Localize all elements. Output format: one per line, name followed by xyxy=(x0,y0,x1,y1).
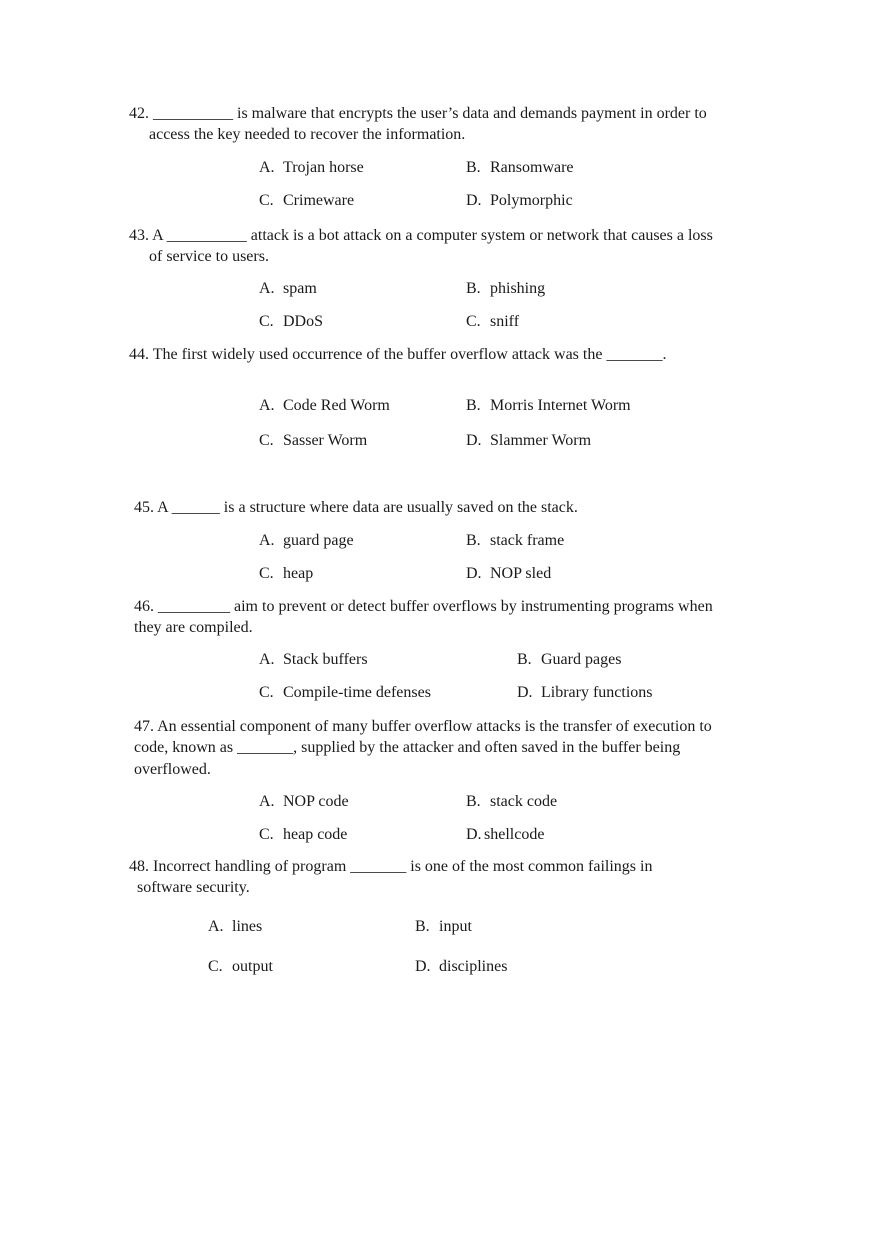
question-47-line-2: code, known as _______, supplied by the attacker and often saved in the buffer being xyxy=(134,739,681,756)
option-42-d xyxy=(466,191,573,211)
option-letter: A. xyxy=(259,397,275,414)
question-46-line-2: they are compiled. xyxy=(134,619,253,636)
option-letter: C. xyxy=(259,432,274,449)
option-46-c xyxy=(259,683,431,703)
option-text: lines xyxy=(232,918,263,935)
option-letter: D. xyxy=(415,958,431,975)
option-text: shellcode xyxy=(484,826,545,843)
option-text: Code Red Worm xyxy=(283,397,390,414)
option-42-a xyxy=(259,158,364,178)
option-48-b xyxy=(415,917,472,937)
option-44-d xyxy=(466,431,591,451)
option-letter: A. xyxy=(259,159,275,176)
question-42-line-1: 42. __________ is malware that encrypts the user’s data and demands payment in order to xyxy=(129,105,707,122)
option-letter: B. xyxy=(466,532,481,549)
option-text: stack code xyxy=(490,793,558,810)
option-45-b xyxy=(466,531,564,551)
option-47-c xyxy=(259,825,347,845)
option-letter: A. xyxy=(259,280,275,297)
option-text: Trojan horse xyxy=(283,159,364,176)
option-letter: C. xyxy=(466,313,481,330)
question-47-line-3: overflowed. xyxy=(134,761,211,778)
question-44-line-1: 44. The first widely used occurrence of the buffer overflow attack was the _______. xyxy=(129,346,667,363)
option-text: heap code xyxy=(283,826,348,843)
option-letter: C. xyxy=(259,192,274,209)
option-45-a xyxy=(259,531,354,551)
option-text: Stack buffers xyxy=(283,651,368,668)
option-letter: A. xyxy=(259,793,275,810)
option-letter: B. xyxy=(466,793,481,810)
question-46-line-1: 46. _________ aim to prevent or detect buffer overflows by instrumenting programs when xyxy=(134,598,713,615)
option-letter: A. xyxy=(259,532,275,549)
option-letter: B. xyxy=(466,280,481,297)
option-46-d xyxy=(517,683,653,703)
option-text: output xyxy=(232,958,273,975)
option-text: Sasser Worm xyxy=(283,432,368,449)
option-47-a xyxy=(259,792,349,812)
option-letter: C. xyxy=(259,826,274,843)
option-letter: C. xyxy=(259,313,274,330)
option-44-c xyxy=(259,431,367,451)
option-text: spam xyxy=(283,280,317,297)
option-48-c xyxy=(208,957,273,977)
question-43-line-2: of service to users. xyxy=(149,248,269,265)
option-text: input xyxy=(439,918,472,935)
option-42-b xyxy=(466,158,574,178)
option-text: DDoS xyxy=(283,313,324,330)
option-text: Compile-time defenses xyxy=(283,684,431,701)
option-letter: C. xyxy=(259,684,274,701)
option-letter: B. xyxy=(517,651,532,668)
option-47-b xyxy=(466,792,557,812)
question-42-line-2: access the key needed to recover the information. xyxy=(149,126,466,143)
option-text: Guard pages xyxy=(541,651,622,668)
option-letter: D. xyxy=(466,432,482,449)
option-46-a xyxy=(259,650,368,670)
question-48-line-2: software security. xyxy=(137,879,250,896)
option-text: Slammer Worm xyxy=(490,432,592,449)
option-43-b xyxy=(466,279,545,299)
option-text: sniff xyxy=(490,313,520,330)
question-47-line-1: 47. An essential component of many buffer overflow attacks is the transfer of execution to xyxy=(134,718,712,735)
option-text: Library functions xyxy=(541,684,653,701)
option-letter: A. xyxy=(208,918,224,935)
question-45-line-1: 45. A ______ is a structure where data are usually saved on the stack. xyxy=(134,499,578,516)
option-letter: D. xyxy=(466,192,482,209)
option-45-d xyxy=(466,564,551,584)
option-text: heap xyxy=(283,565,314,582)
option-43-a xyxy=(259,279,317,299)
option-text: guard page xyxy=(283,532,354,549)
question-48-line-1: 48. Incorrect handling of program _______ is one of the most common failings in xyxy=(129,858,653,875)
option-text: Polymorphic xyxy=(490,192,573,209)
option-48-a xyxy=(208,917,262,937)
option-44-a xyxy=(259,396,390,416)
option-text: Ransomware xyxy=(490,159,574,176)
option-letter: A. xyxy=(259,651,275,668)
option-letter: B. xyxy=(415,918,430,935)
option-43-d xyxy=(466,312,519,332)
option-48-d xyxy=(415,957,507,977)
option-letter: B. xyxy=(466,159,481,176)
option-text: disciplines xyxy=(439,958,508,975)
option-text: Crimeware xyxy=(283,192,355,209)
option-letter: D. xyxy=(466,565,482,582)
option-letter: B. xyxy=(466,397,481,414)
option-letter: C. xyxy=(259,565,274,582)
option-45-c xyxy=(259,564,313,584)
question-43-line-1: 43. A __________ attack is a bot attack on a computer system or network that causes a loss xyxy=(129,227,713,244)
option-text: phishing xyxy=(490,280,546,297)
option-letter: C. xyxy=(208,958,223,975)
option-text: Morris Internet Worm xyxy=(490,397,631,414)
option-42-c xyxy=(259,191,354,211)
option-text: NOP code xyxy=(283,793,349,810)
option-letter: D. xyxy=(466,826,482,843)
option-46-b xyxy=(517,650,621,670)
option-43-c xyxy=(259,312,323,332)
option-44-b xyxy=(466,396,631,416)
option-text: stack frame xyxy=(490,532,565,549)
option-text: NOP sled xyxy=(490,565,552,582)
option-letter: D. xyxy=(517,684,533,701)
option-47-d xyxy=(466,825,544,845)
